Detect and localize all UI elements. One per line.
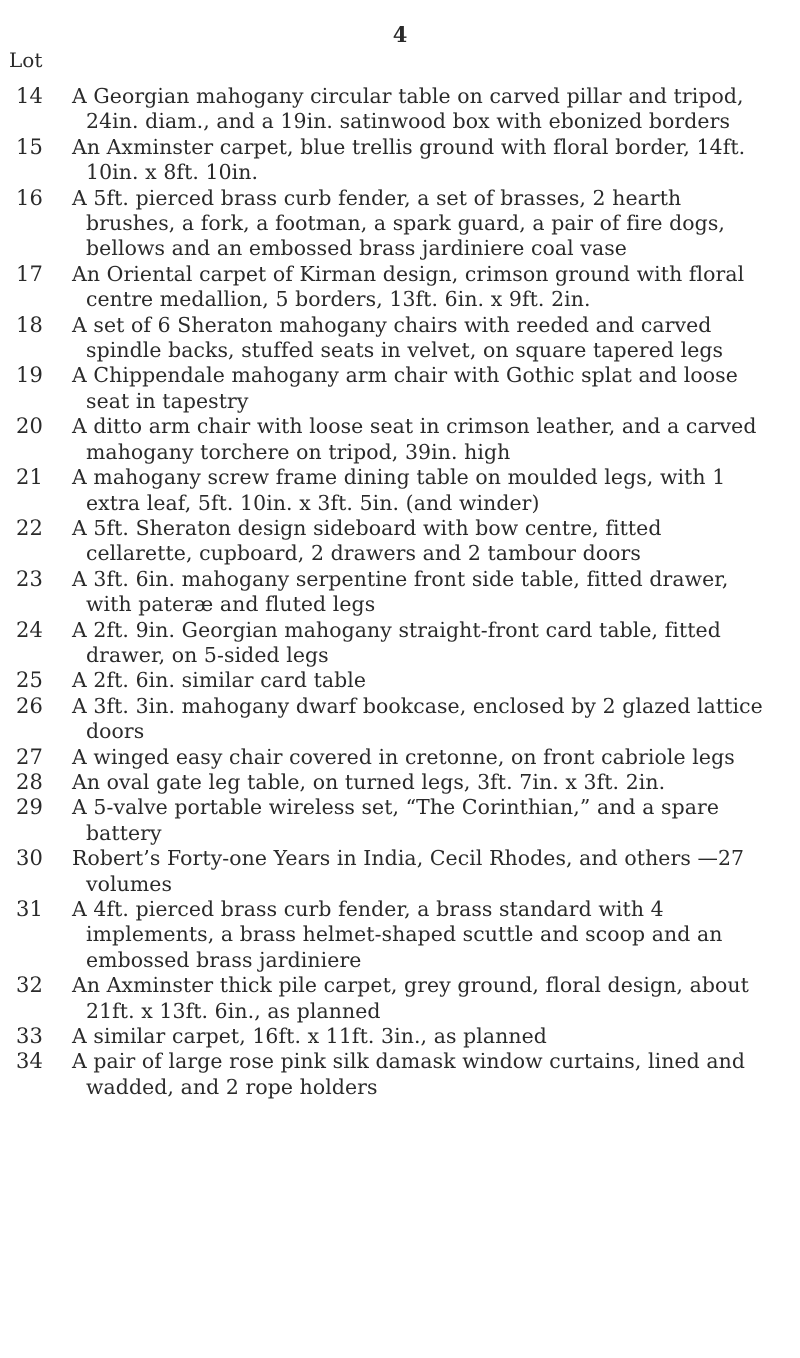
lot-entry (0, 363, 800, 414)
page-number: 4 (392, 22, 408, 47)
lot-column-header: Lot (9, 48, 43, 72)
lot-entry (0, 84, 800, 135)
lot-description: A 5ft. Sheraton design sideboard with bow centre, fitted cellarette, cupboard, 2 drawers and 2 tambour doors (72, 515, 662, 566)
lot-number: 26 (16, 693, 43, 718)
lot-number: 18 (16, 312, 43, 337)
lot-entry (0, 262, 800, 313)
lot-entry (0, 973, 800, 1024)
lot-entry (0, 1024, 800, 1049)
lot-description: A 4ft. pierced brass curb fender, a brass standard with 4 implements, a brass helmet-shaped scuttle and scoop and an embossed brass jardiniere (72, 897, 723, 972)
lot-number: 29 (16, 795, 43, 820)
lot-number: 28 (16, 769, 43, 794)
lot-number: 20 (16, 414, 43, 439)
lot-number: 15 (16, 134, 43, 159)
lot-entry (0, 465, 800, 516)
lot-description: A Chippendale mahogany arm chair with Gothic splat and loose seat in tapestry (72, 363, 738, 413)
lot-number: 17 (16, 261, 43, 286)
lot-entry (0, 745, 800, 770)
lot-description: A Georgian mahogany circular table on carved pillar and tripod, 24in. diam., and a 19in. satinwood box with ebonized borders (72, 84, 744, 134)
lot-number: 32 (16, 973, 43, 998)
lot-list (0, 84, 800, 1100)
lot-entry (0, 567, 800, 618)
lot-number: 34 (16, 1049, 43, 1074)
lot-number: 33 (16, 1024, 43, 1049)
lot-entry (0, 795, 800, 846)
lot-number: 25 (16, 668, 43, 693)
lot-entry (0, 846, 800, 897)
lot-description: An Axminster thick pile carpet, grey ground, floral design, about 21ft. x 13ft. 6in., as planned (72, 973, 749, 1023)
lot-description: A 3ft. 6in. mahogany serpentine front side table, fitted drawer, with pateræ and fluted legs (72, 566, 729, 617)
lot-description: A ditto arm chair with loose seat in crimson leather, and a carved mahogany torchere on tripod, 39in. high (72, 414, 757, 464)
lot-entry (0, 668, 800, 693)
lot-entry (0, 186, 800, 262)
lot-number: 30 (16, 846, 43, 871)
lot-description: A pair of large rose pink silk damask window curtains, lined and wadded, and 2 rope holders (72, 1049, 746, 1099)
lot-number: 27 (16, 744, 43, 769)
lot-number: 19 (16, 363, 43, 388)
lot-number: 16 (16, 185, 43, 210)
lot-description: A 5-valve portable wireless set, “The Corinthian,” and a spare battery (72, 795, 720, 845)
lot-entry (0, 770, 800, 795)
lot-entry (0, 897, 800, 973)
lot-description: An Axminster carpet, blue trellis ground with floral border, 14ft. 10in. x 8ft. 10in. (72, 134, 746, 185)
lot-description: A 2ft. 9in. Georgian mahogany straight-front card table, fitted drawer, on 5-sided legs (72, 617, 721, 667)
lot-number: 31 (16, 897, 43, 921)
lot-description: An oval gate leg table, on turned legs, 3ft. 7in. x 3ft. 2in. (72, 769, 666, 794)
lot-entry (0, 694, 800, 745)
lot-number: 14 (16, 84, 43, 108)
lot-description: An Oriental carpet of Kirman design, crimson ground with floral centre medallion, 5 borders, 13ft. 6in. x 9ft. 2in. (72, 261, 745, 312)
lot-description: A similar carpet, 16ft. x 11ft. 3in., as planned (72, 1024, 547, 1049)
lot-entry (0, 1049, 800, 1100)
lot-entry (0, 313, 800, 364)
lot-number: 22 (16, 515, 43, 540)
lot-description: A mahogany screw frame dining table on moulded legs, with 1 extra leaf, 5ft. 10in. x 3ft. 5in. (and winder) (72, 465, 726, 515)
lot-number: 21 (16, 465, 43, 490)
lot-entry (0, 516, 800, 567)
lot-number: 24 (16, 617, 43, 642)
lot-entry (0, 414, 800, 465)
lot-description: A set of 6 Sheraton mahogany chairs with reeded and carved spindle backs, stuffed seats in velvet, on square tapered legs (72, 312, 724, 363)
lot-entry (0, 135, 800, 186)
lot-description: A 3ft. 3in. mahogany dwarf bookcase, enclosed by 2 glazed lattice doors (72, 693, 763, 744)
lot-description: A winged easy chair covered in cretonne, on front cabriole legs (72, 744, 735, 769)
lot-description: Robert’s Forty-one Years in India, Cecil Rhodes, and others —27 volumes (72, 846, 745, 896)
lot-description: A 2ft. 6in. similar card table (72, 668, 367, 693)
lot-description: A 5ft. pierced brass curb fender, a set of brasses, 2 hearth brushes, a fork, a footman, a spark guard, a pair of fire dogs, bellows and an embossed brass jardiniere coal vase (72, 185, 725, 261)
lot-number: 23 (16, 566, 43, 591)
lot-entry (0, 618, 800, 669)
